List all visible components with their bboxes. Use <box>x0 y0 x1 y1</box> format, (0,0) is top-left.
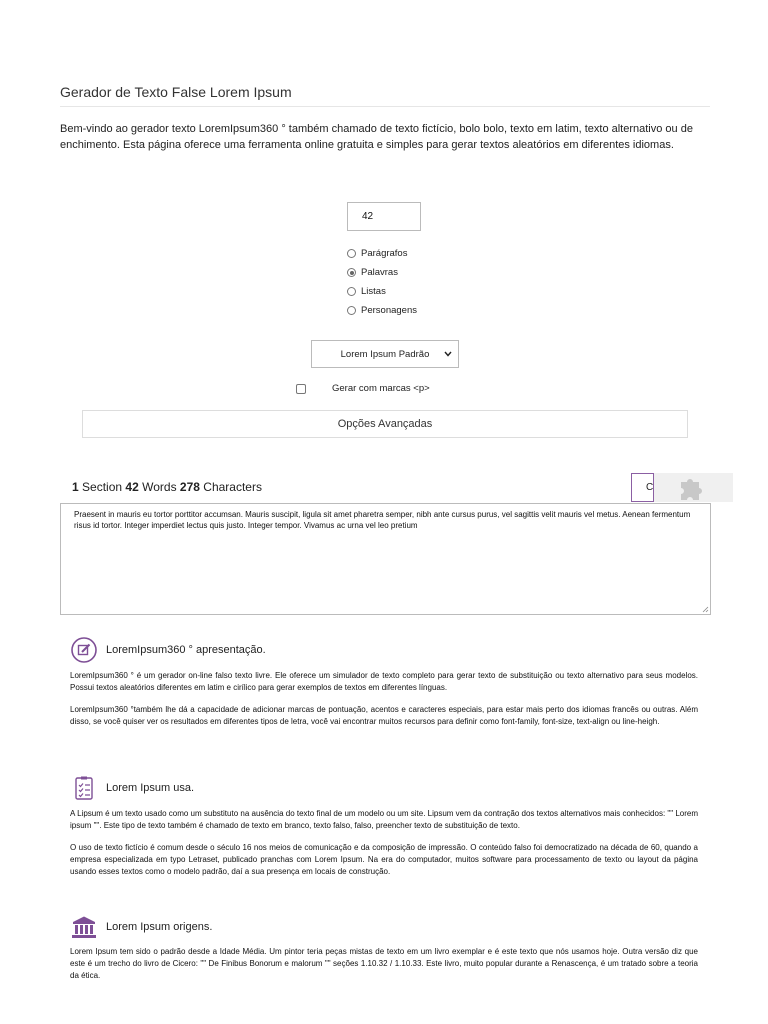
generated-text-area[interactable] <box>60 503 711 615</box>
section-title: Lorem Ipsum origens. <box>106 921 213 933</box>
title-divider <box>60 106 710 107</box>
select-value: Lorem Ipsum Padrão <box>340 348 430 360</box>
generated-text: Praesent in mauris eu tortor porttitor accumsan. Mauris suscipit, ligula sit amet pharetra semper, nibh ante cursus purus, vel sagittis velit mauris vel metus. Aenean fermentum risus id tortor. Integer imperdiet lectus quis justo. Integer tempor. Vivamus ac urna vel leo pretium <box>74 510 691 530</box>
advanced-options-button[interactable]: Opções Avançadas <box>82 410 688 438</box>
section-paragraph: A Lipsum é um texto usado como um substituto na ausência do texto final de um modelo ou um site. Lipsum vem da contração dos textos alternativos mais conhecidos: "" Lorem ipsum "". Este tipo de texto também é chamado de texto em branco, texto falso, falso, preencher texto de substituição de texto. <box>70 809 698 830</box>
characters-label: Characters <box>203 480 262 494</box>
unit-radio-group <box>347 244 417 320</box>
radio-button[interactable] <box>347 249 356 258</box>
section-paragraph: LoremIpsum360 °também lhe dá a capacidade de adicionar marcas de pontuação, acentos e caracteres especiais, para estar mais perto dos idiomas francês ou outras. Além disso, se você quiser ver os resultados em diferentes tipos de letra, você vai encontrar muitos recursos para definir como font-family, font-size, text-align ou line-heigh. <box>70 705 698 726</box>
radio-lists[interactable] <box>347 282 417 301</box>
section-title: Lorem Ipsum usa. <box>106 782 195 794</box>
html-tags-checkbox[interactable] <box>296 384 306 394</box>
radio-label: Listas <box>361 286 386 297</box>
bank-icon <box>70 913 98 941</box>
radio-label: Parágrafos <box>361 248 408 259</box>
section-paragraph: Lorem Ipsum tem sido o padrão desde a Idade Média. Um pintor teria peças mistas de texto em um livro exemplar e é este texto que nós usamos hoje. Outra versão diz que este é um trecho do livro de Cicero: "" De Finibus Bonorum e malorum "" seções 1.10.32 / 1.10.33. Este livro, muito popular durante a Renascença, é um tratado sobre a teoria da ética. <box>70 947 698 980</box>
radio-words[interactable] <box>347 263 417 282</box>
words-count: 42 <box>125 480 139 494</box>
html-tags-label: Gerar com marcas <p> <box>332 383 430 394</box>
edit-icon <box>70 636 98 664</box>
resize-handle-icon[interactable] <box>702 606 709 613</box>
radio-characters[interactable] <box>347 301 417 320</box>
sections-label: Section <box>82 480 123 494</box>
section-usage <box>70 774 698 878</box>
copy-button[interactable] <box>631 473 654 502</box>
chevron-down-icon <box>444 349 452 359</box>
radio-button[interactable] <box>347 268 356 277</box>
puzzle-icon <box>654 473 733 502</box>
copy-label: C <box>646 482 654 493</box>
radio-button[interactable] <box>347 306 356 315</box>
section-paragraph: O uso de texto fictício é comum desde o século 16 nos meios de comunicação e da composição de impressão. O conteúdo falso foi democratizado na década de 60, quando a empresa especializada em typo Letraset, publicado pranchas com Lorem Ipsum. Na era do computador, muitos software para processamento de texto ou layout da página usando esses textos como o modelo padrão, daí a sua presença em locais de construção. <box>70 843 698 876</box>
count-input[interactable] <box>347 202 421 231</box>
radio-label: Personagens <box>361 305 417 316</box>
words-label: Words <box>142 480 177 494</box>
stats-bar <box>72 480 262 494</box>
checklist-icon <box>70 774 98 802</box>
radio-paragraphs[interactable] <box>347 244 417 263</box>
characters-count: 278 <box>179 480 200 494</box>
section-presentation <box>70 636 698 728</box>
text-type-select[interactable] <box>311 340 459 368</box>
extension-placeholder <box>654 473 733 502</box>
intro-text: Bem-vindo ao gerador texto LoremIpsum360 ° também chamado de texto fictício, bolo bolo, texto em latim, texto alternativo ou de enchimento. Esta página oferece uma ferramenta online gratuita e simples para gerar textos aleatórios em diferentes idiomas. <box>60 123 693 151</box>
section-paragraph: LoremIpsum360 ° é um gerador on-line falso texto livre. Ele oferece um simulador de texto completo para gerar texto de substituição ou texto alternativo para seus modelos. Possui textos aleatórios diferentes em latim e cirílico para gerar exemplos de textos em diferentes línguas. <box>70 671 698 692</box>
radio-label: Palavras <box>361 267 398 278</box>
section-title: LoremIpsum360 ° apresentação. <box>106 644 266 656</box>
page-title: Gerador de Texto False Lorem Ipsum <box>60 84 292 100</box>
radio-button[interactable] <box>347 287 356 296</box>
sections-count: 1 <box>72 480 79 494</box>
section-origins <box>70 913 698 982</box>
